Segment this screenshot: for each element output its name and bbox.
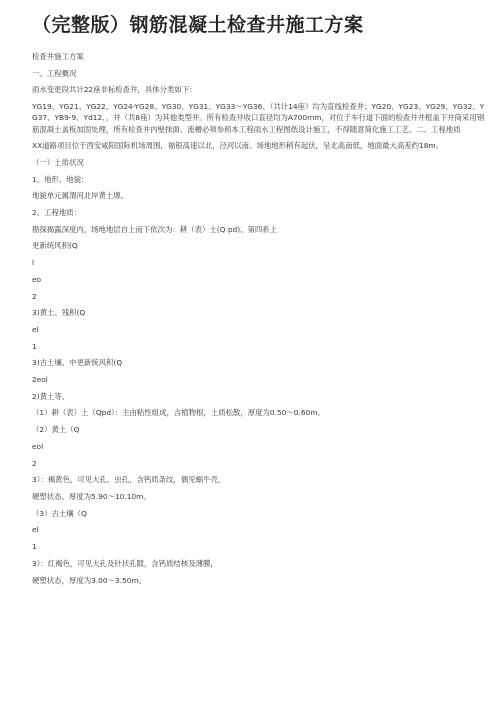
paragraph: 1、地形、地貌： — [32, 174, 89, 184]
paragraph: YG19、YG21、YG22、YG24-YG28、YG30、YG31、YG33～YG36、（共计14座）均为直线检查井；YG20、YG23、YG29、YG32、YG37、YB9-9、Yd12、，井（共8座）为其他类型井。所有检查井收口直径均为A700mm，对位于车行道下面的检查井井框盖下井筒采用钢筋混凝土盖板加固处理，所有检查井内壁抹面、流槽必须参照本工程雨水工程图纸设计施工，不得随意简化施工工艺。二、工程地质 — [32, 102, 485, 134]
document-title: （完整版）钢筋混凝土检查井施工方案 — [32, 14, 364, 36]
paragraph: 更新统风积(Q — [32, 241, 78, 251]
paragraph: 3)古土壤、中更新统风积(Q — [32, 358, 123, 368]
paragraph: （2）黄土（Q — [32, 425, 80, 435]
paragraph: 雨水变更段共计22座非标检查井，具体分类如下： — [32, 85, 197, 95]
paragraph: eol — [32, 441, 44, 451]
paragraph: 3)黄土、残积(Q — [32, 308, 86, 318]
paragraph: 2 — [32, 458, 37, 468]
paragraph: 2eol — [32, 375, 48, 385]
paragraph: l — [32, 258, 35, 268]
paragraph: 2 — [32, 291, 37, 301]
paragraph: （3）古土壤（Q — [32, 508, 87, 518]
paragraph: 1 — [32, 341, 37, 351]
paragraph: 一、工程概况 — [32, 68, 77, 78]
paragraph: （1）耕（表）土（Qpd）：主由粘性组成，含植物根，土质松散，厚度为0.50～0.60m。 — [32, 408, 325, 418]
paragraph: 3）：褐黄色，可见大孔、虫孔，含钙质条纹，偶见蜗牛壳， — [32, 475, 226, 485]
paragraph: 1 — [32, 542, 37, 552]
paragraph: 检查井施工方案 — [32, 52, 84, 61]
paragraph: 硬塑状态，厚度为3.00～3.50m。 — [32, 575, 147, 585]
paragraph: 勘探揭露深度内，场地地层自上而下依次为：耕（表）土(Q pd)、第四系上 — [32, 224, 278, 234]
paragraph: 地貌单元属渭河北岸黄土塬。 — [32, 191, 129, 201]
paragraph: el — [32, 525, 39, 535]
paragraph: 2)黄土等。 — [32, 391, 70, 401]
paragraph: 3）：红褐色，可见大孔及针状孔隙，含钙质结核及薄膜， — [32, 558, 218, 568]
paragraph: XX道路项目位于西安咸阳国际机场周围，福银高速以北，泾河以南。场地地形稍有起伏，呈北高南低，地面最大高差约18m。 — [32, 141, 444, 151]
paragraph: 2、工程地质： — [32, 208, 82, 218]
paragraph: （一）土质状况 — [32, 157, 84, 167]
paragraph: eo — [32, 274, 42, 284]
paragraph: 硬塑状态。厚度为5.90～10.10m。 — [32, 491, 151, 501]
paragraph: el — [32, 324, 39, 334]
